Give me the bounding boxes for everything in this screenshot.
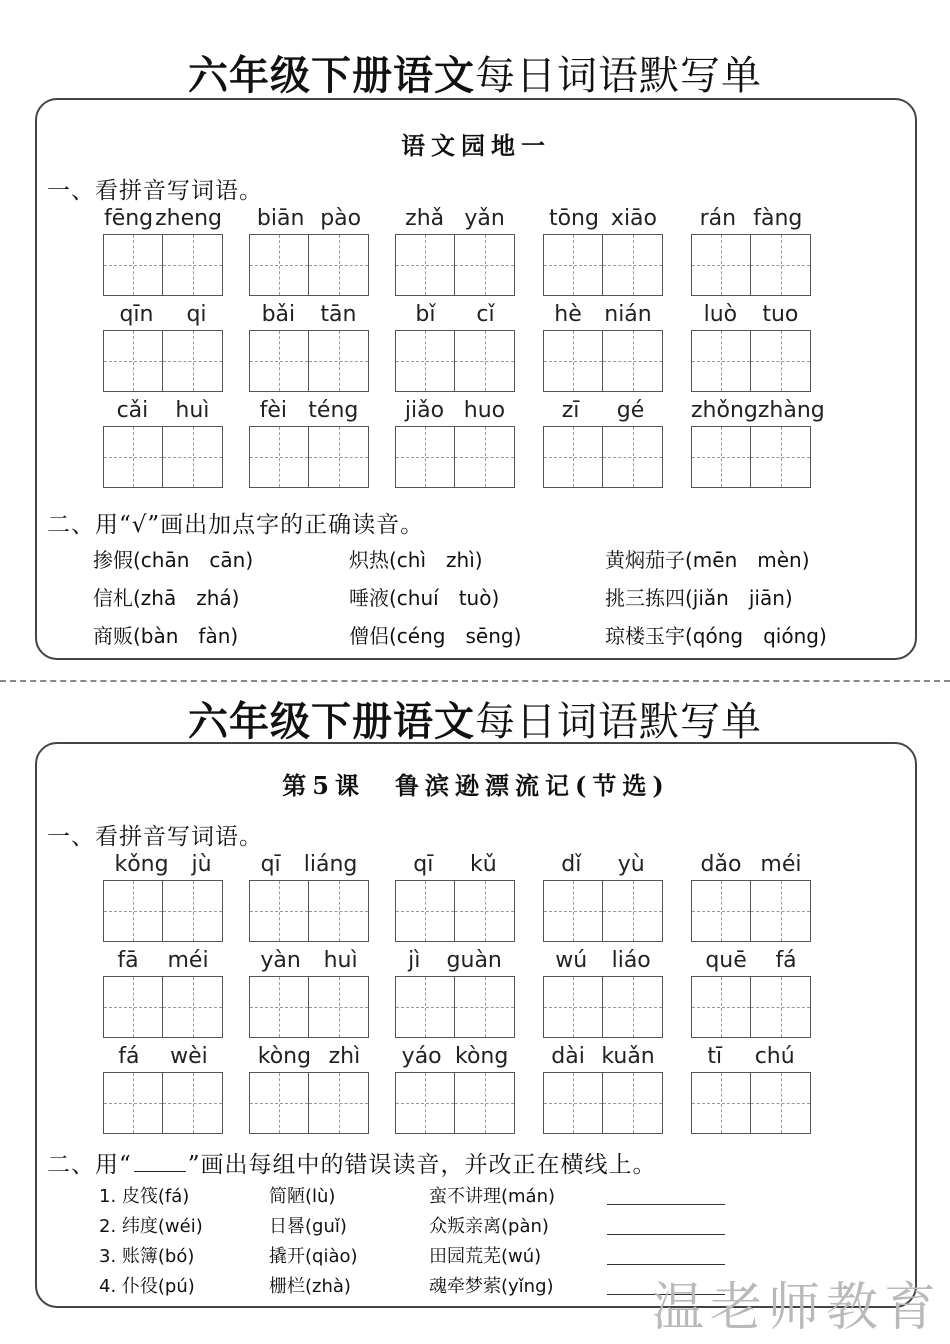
tianzige-cell[interactable]: [603, 976, 663, 1038]
reading-choice-item[interactable]: [349, 544, 483, 573]
pinyin-label: [395, 206, 515, 234]
tianzige-cell[interactable]: [163, 1072, 223, 1134]
tianzige-cell[interactable]: [309, 1072, 369, 1134]
pinyin-label: [691, 302, 811, 330]
pinyin-syllable: tuo: [762, 302, 799, 327]
writing-boxes: [395, 330, 515, 392]
pinyin-label: [395, 948, 515, 976]
item-word: 掺假: [93, 548, 133, 572]
tianzige-cell[interactable]: [543, 330, 603, 392]
item-pinyin-options: (chuí tuò): [389, 586, 500, 610]
pinyin-syllable: méi: [167, 948, 209, 973]
tianzige-cell[interactable]: [309, 426, 369, 488]
correction-item: 众叛亲离(pàn): [429, 1216, 549, 1237]
item-pinyin-options: (jiǎn jiān): [685, 586, 793, 610]
pinyin-syllable: hè: [554, 302, 582, 327]
tianzige-cell[interactable]: [103, 880, 163, 942]
tianzige-cell[interactable]: [543, 426, 603, 488]
sheet2-lesson-title: 第5课 鲁滨逊漂流记(节选): [282, 771, 670, 800]
writing-boxes: [543, 880, 663, 942]
tianzige-cell[interactable]: [603, 880, 663, 942]
pinyin-syllable: wú: [555, 948, 588, 973]
pinyin-label: [103, 398, 223, 426]
correction-item: 简陋(lù): [269, 1186, 336, 1207]
pinyin-syllable: tōng: [548, 206, 599, 231]
tianzige-cell[interactable]: [249, 426, 309, 488]
page-divider: [0, 680, 950, 682]
pinyin-syllable: luò: [703, 302, 738, 327]
correction-item: 3. 账簿(bó): [99, 1246, 195, 1267]
tianzige-cell[interactable]: [691, 880, 751, 942]
underline-mark: [134, 1171, 186, 1172]
pinyin-label: [249, 852, 369, 880]
pinyin-label: [691, 948, 811, 976]
pinyin-syllable: fàng: [753, 206, 803, 231]
tianzige-cell[interactable]: [103, 976, 163, 1038]
pinyin-syllable: kǒng: [114, 852, 169, 877]
answer-blank-line[interactable]: [607, 1234, 725, 1235]
tianzige-cell[interactable]: [603, 426, 663, 488]
tianzige-cell[interactable]: [751, 234, 811, 296]
writing-boxes: [103, 234, 223, 296]
writing-boxes: [691, 880, 811, 942]
pinyin-syllable: fá: [775, 948, 797, 973]
reading-choice-item[interactable]: [605, 582, 793, 611]
tianzige-cell[interactable]: [249, 1072, 309, 1134]
pinyin-label: [543, 1044, 663, 1072]
correction-item: 魂牵梦萦(yǐng): [429, 1276, 554, 1297]
sheet2-section2-text-a: 二、用“: [47, 1152, 132, 1178]
reading-choice-item[interactable]: [93, 544, 253, 573]
tianzige-cell[interactable]: [249, 880, 309, 942]
pinyin-syllable: pào: [320, 206, 362, 231]
tianzige-cell[interactable]: [543, 976, 603, 1038]
item-word: 信札: [93, 586, 133, 610]
item-pinyin-options: (bàn fàn): [133, 624, 239, 648]
pinyin-label: [543, 398, 663, 426]
tianzige-cell[interactable]: [455, 976, 515, 1038]
pinyin-syllable: bǎi: [261, 302, 296, 327]
sheet2-section2-heading: [47, 1146, 657, 1179]
reading-choice-item[interactable]: [93, 582, 239, 611]
pinyin-syllable: yáo: [401, 1044, 442, 1069]
tianzige-cell[interactable]: [395, 234, 455, 296]
pinyin-syllable: huo: [463, 398, 506, 423]
item-pinyin-options: (chān cān): [133, 548, 254, 572]
pinyin-label: [543, 206, 663, 234]
tianzige-cell[interactable]: [751, 976, 811, 1038]
correction-item: 撬开(qiào): [269, 1246, 358, 1267]
writing-boxes: [249, 234, 369, 296]
writing-boxes: [395, 880, 515, 942]
reading-choice-item[interactable]: [605, 620, 827, 649]
reading-choice-item[interactable]: [93, 620, 238, 649]
pinyin-syllable: fā: [117, 948, 139, 973]
pinyin-label: [249, 302, 369, 330]
pinyin-syllable: yǎn: [464, 206, 505, 231]
pinyin-syllable: rán: [699, 206, 737, 231]
pinyin-syllable: wèi: [170, 1044, 208, 1069]
writing-boxes: [543, 426, 663, 488]
writing-boxes: [395, 234, 515, 296]
pinyin-syllable: zhì: [328, 1044, 361, 1069]
tianzige-cell[interactable]: [751, 880, 811, 942]
item-word: 唾液: [349, 586, 389, 610]
pinyin-syllable: fá: [118, 1044, 140, 1069]
item-word: 僧侣: [349, 624, 389, 648]
tianzige-cell[interactable]: [309, 234, 369, 296]
pinyin-syllable: gé: [616, 398, 645, 423]
tianzige-cell[interactable]: [691, 234, 751, 296]
pinyin-syllable: méi: [760, 852, 802, 877]
writing-boxes: [543, 234, 663, 296]
writing-boxes: [103, 976, 223, 1038]
pinyin-syllable: kuǎn: [601, 1044, 655, 1069]
item-pinyin-options: (céng sēng): [389, 624, 522, 648]
pinyin-syllable: qī: [413, 852, 434, 877]
sheet1-panel: [35, 98, 917, 660]
tianzige-cell[interactable]: [309, 880, 369, 942]
item-pinyin-options: (chì zhì): [389, 548, 483, 572]
pinyin-syllable: zhǎ: [405, 206, 445, 231]
tianzige-cell[interactable]: [751, 1072, 811, 1134]
item-word: 炽热: [349, 548, 389, 572]
pinyin-label: [103, 1044, 223, 1072]
writing-boxes: [103, 880, 223, 942]
pinyin-label: [691, 398, 825, 426]
tianzige-cell[interactable]: [163, 976, 223, 1038]
tianzige-cell[interactable]: [603, 1072, 663, 1134]
pinyin-label: [103, 852, 223, 880]
pinyin-syllable: jiǎo: [404, 398, 445, 423]
item-pinyin-options: (mēn mèn): [685, 548, 810, 572]
pinyin-syllable: dǎo: [700, 852, 742, 877]
pinyin-label: [395, 852, 515, 880]
pinyin-label: [103, 948, 223, 976]
reading-choice-item[interactable]: [349, 620, 521, 649]
correction-item: 栅栏(zhà): [269, 1276, 351, 1297]
correction-item: 1. 皮筏(fá): [99, 1186, 190, 1207]
writing-boxes: [691, 330, 811, 392]
correction-item: 田园荒芜(wú): [429, 1246, 542, 1267]
pinyin-label: [691, 852, 811, 880]
pinyin-syllable: zhǒng: [691, 398, 758, 423]
tianzige-cell[interactable]: [691, 976, 751, 1038]
reading-choice-item[interactable]: [349, 582, 499, 611]
tianzige-cell[interactable]: [103, 426, 163, 488]
tianzige-cell[interactable]: [249, 976, 309, 1038]
writing-boxes: [395, 976, 515, 1038]
pinyin-syllable: quē: [705, 948, 747, 973]
pinyin-syllable: zhàng: [757, 398, 825, 423]
sheet2-title-normal: 每日词语默写单: [475, 699, 762, 745]
tianzige-cell[interactable]: [395, 1072, 455, 1134]
pinyin-label: [249, 206, 369, 234]
pinyin-syllable: jì: [408, 948, 421, 973]
correction-item: 蛮不讲理(mán): [429, 1186, 556, 1207]
writing-boxes: [543, 330, 663, 392]
tianzige-cell[interactable]: [249, 234, 309, 296]
pinyin-label: [103, 206, 223, 234]
pinyin-syllable: chú: [754, 1044, 795, 1069]
writing-boxes: [249, 880, 369, 942]
writing-boxes: [691, 426, 811, 488]
watermark: 温老师教育: [651, 1278, 942, 1338]
writing-boxes: [691, 1072, 811, 1134]
pinyin-syllable: jù: [191, 852, 212, 877]
sheet2-panel: [35, 742, 917, 1308]
pinyin-syllable: dǐ: [561, 852, 582, 877]
writing-boxes: [249, 976, 369, 1038]
writing-boxes: [543, 976, 663, 1038]
sheet1-title-normal: 每日词语默写单: [475, 53, 762, 99]
pinyin-syllable: zī: [561, 398, 580, 423]
tianzige-cell[interactable]: [395, 330, 455, 392]
pinyin-label: [543, 302, 663, 330]
pinyin-syllable: tān: [320, 302, 357, 327]
tianzige-cell[interactable]: [103, 330, 163, 392]
correction-item: 2. 纬度(wéi): [99, 1216, 203, 1237]
pinyin-syllable: qīn: [119, 302, 154, 327]
pinyin-label: [395, 398, 515, 426]
pinyin-syllable: xiāo: [610, 206, 657, 231]
item-word: 商贩: [93, 624, 133, 648]
writing-boxes: [395, 426, 515, 488]
item-word: 黄焖茄子: [605, 548, 685, 572]
item-word: 琼楼玉宇: [605, 624, 685, 648]
pinyin-label: [395, 1044, 515, 1072]
tianzige-cell[interactable]: [249, 330, 309, 392]
tianzige-cell[interactable]: [309, 976, 369, 1038]
writing-boxes: [691, 234, 811, 296]
sheet2-title: [0, 690, 950, 747]
tianzige-cell[interactable]: [163, 880, 223, 942]
tianzige-cell[interactable]: [395, 880, 455, 942]
pinyin-syllable: cǎi: [116, 398, 149, 423]
tianzige-cell[interactable]: [163, 330, 223, 392]
tianzige-cell[interactable]: [309, 330, 369, 392]
pinyin-label: [249, 948, 369, 976]
sheet1-title-bold: 六年级下册语文: [188, 53, 475, 99]
tianzige-cell[interactable]: [691, 1072, 751, 1134]
pinyin-syllable: dài: [551, 1044, 585, 1069]
pinyin-syllable: fèi: [259, 398, 288, 423]
sheet2-section2-text-b: ”画出每组中的错误读音，并改正在横线上。: [187, 1152, 657, 1178]
pinyin-syllable: biān: [256, 206, 305, 231]
tianzige-cell[interactable]: [395, 976, 455, 1038]
writing-boxes: [103, 1072, 223, 1134]
answer-blank-line[interactable]: [607, 1204, 725, 1205]
writing-boxes: [103, 330, 223, 392]
tianzige-cell[interactable]: [455, 880, 515, 942]
pinyin-syllable: liáng: [303, 852, 358, 877]
tianzige-cell[interactable]: [455, 1072, 515, 1134]
pinyin-syllable: guàn: [446, 948, 502, 973]
pinyin-label: [249, 1044, 369, 1072]
reading-choice-item[interactable]: [605, 544, 810, 573]
sheet2-section1-heading: 一、看拼音写词语。: [47, 824, 263, 850]
tianzige-cell[interactable]: [543, 880, 603, 942]
writing-boxes: [691, 976, 811, 1038]
item-pinyin-options: (zhā zhá): [133, 586, 240, 610]
pinyin-syllable: nián: [604, 302, 652, 327]
writing-boxes: [103, 426, 223, 488]
sheet1-title: [0, 44, 950, 101]
tianzige-cell[interactable]: [455, 234, 515, 296]
sheet1-section2-heading: 二、用“√”画出加点字的正确读音。: [47, 512, 425, 538]
pinyin-label: [543, 948, 663, 976]
tianzige-cell[interactable]: [455, 330, 515, 392]
pinyin-syllable: bǐ: [415, 302, 436, 327]
pinyin-label: [395, 302, 515, 330]
pinyin-syllable: zheng: [155, 206, 223, 231]
tianzige-cell[interactable]: [691, 330, 751, 392]
tianzige-cell[interactable]: [603, 234, 663, 296]
writing-boxes: [543, 1072, 663, 1134]
pinyin-syllable: huì: [175, 398, 210, 423]
pinyin-syllable: kòng: [454, 1044, 509, 1069]
pinyin-syllable: yù: [617, 852, 645, 877]
pinyin-syllable: kǔ: [469, 852, 497, 877]
tianzige-cell[interactable]: [103, 1072, 163, 1134]
tianzige-cell[interactable]: [163, 426, 223, 488]
pinyin-label: [691, 206, 811, 234]
sheet1-section1-heading: 一、看拼音写词语。: [47, 178, 263, 204]
tianzige-cell[interactable]: [543, 1072, 603, 1134]
correction-item: 日晷(guǐ): [269, 1216, 347, 1237]
sheet2-title-bold: 六年级下册语文: [188, 699, 475, 745]
pinyin-syllable: liáo: [611, 948, 651, 973]
writing-boxes: [249, 330, 369, 392]
tianzige-cell[interactable]: [543, 234, 603, 296]
sheet1-lesson-title: 语文园地一: [401, 131, 551, 160]
tianzige-cell[interactable]: [751, 330, 811, 392]
writing-boxes: [249, 1072, 369, 1134]
tianzige-cell[interactable]: [751, 426, 811, 488]
tianzige-cell[interactable]: [455, 426, 515, 488]
pinyin-syllable: qī: [260, 852, 281, 877]
item-word: 挑三拣四: [605, 586, 685, 610]
pinyin-syllable: téng: [308, 398, 359, 423]
pinyin-syllable: huì: [323, 948, 358, 973]
writing-boxes: [249, 426, 369, 488]
pinyin-syllable: yàn: [260, 948, 301, 973]
pinyin-label: [103, 302, 223, 330]
tianzige-cell[interactable]: [395, 426, 455, 488]
pinyin-label: [543, 852, 663, 880]
tianzige-cell[interactable]: [103, 234, 163, 296]
correction-item: 4. 仆役(pú): [99, 1276, 195, 1297]
item-pinyin-options: (qóng qióng): [685, 624, 827, 648]
pinyin-label: [691, 1044, 811, 1072]
pinyin-syllable: cǐ: [476, 302, 495, 327]
tianzige-cell[interactable]: [603, 330, 663, 392]
tianzige-cell[interactable]: [163, 234, 223, 296]
pinyin-syllable: kòng: [257, 1044, 312, 1069]
pinyin-syllable: tī: [707, 1044, 723, 1069]
writing-boxes: [395, 1072, 515, 1134]
pinyin-label: [249, 398, 369, 426]
tianzige-cell[interactable]: [691, 426, 751, 488]
pinyin-syllable: qi: [186, 302, 207, 327]
pinyin-syllable: fēng: [103, 206, 154, 231]
